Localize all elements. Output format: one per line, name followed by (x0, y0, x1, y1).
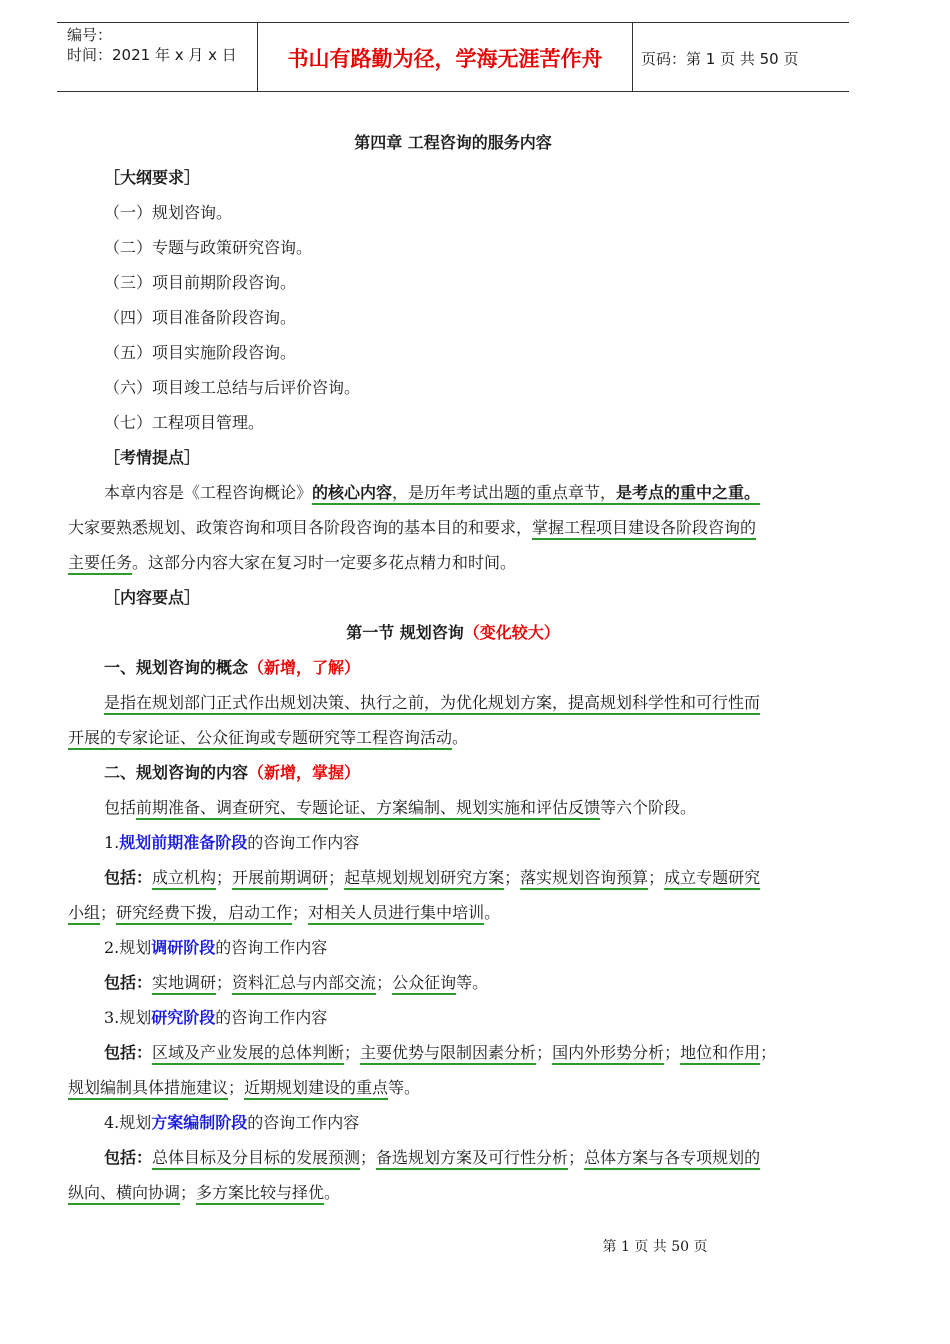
text-run: 等。 (388, 1078, 421, 1097)
stage-item: 总体目标及分目标的发展预测 (152, 1148, 361, 1167)
stage-item: 纵向、横向协调 (68, 1183, 181, 1202)
document-number-label: 编号： (67, 26, 113, 44)
stage-item: 成立专题研究 (664, 868, 761, 887)
stage-items-line: 纵向、横向协调；多方案比较与择优。 (68, 1183, 341, 1202)
stage-item: 国内外形势分析 (552, 1043, 665, 1062)
stage-item: 开展前期调研 (232, 868, 329, 887)
section-title-text: 第一节 规划咨询 (346, 623, 464, 642)
stage-item: 多方案比较与择优 (196, 1183, 325, 1202)
stage-heading (68, 1105, 838, 1140)
exam-paragraph-line (68, 545, 838, 580)
heading-note: （新增，了解） (248, 658, 361, 677)
outline-item: （二）专题与政策研究咨询。 (104, 238, 313, 257)
text-run: 。 (324, 1183, 341, 1202)
text-run: 的咨询工作内容 (215, 1008, 328, 1027)
stage-item: 起草规划规划研究方案 (344, 868, 505, 887)
emphasis-text: 的核心内容 (312, 483, 393, 502)
subsection-heading (68, 755, 838, 790)
outline-item: （四）项目准备阶段咨询。 (104, 308, 297, 327)
header-page-info: 页码：第 1 页 共 50 页 (641, 50, 799, 68)
page-footer: 第 1 页 共 50 页 (602, 1239, 708, 1255)
underlined-text: 主要任务 (68, 553, 133, 572)
stage-item: 小组 (68, 903, 101, 922)
stage-item: 地位和作用 (680, 1043, 761, 1062)
content-heading: ［内容要点］ (104, 588, 201, 607)
stage-items-line: 规划编制具体措施建议；近期规划建设的重点等。 (68, 1078, 421, 1097)
stage-heading (68, 825, 838, 860)
text-run: 。 (484, 903, 501, 922)
header-meta (67, 25, 237, 65)
text-run: 。这部分内容大家在复习时一定要多花点精力和时间。 (132, 553, 517, 572)
stage-name: 方案编制阶段 (151, 1113, 248, 1132)
stage-item: 近期规划建设的重点 (244, 1078, 389, 1097)
emphasis-text: 是考点的重中之重。 (616, 483, 761, 502)
includes-label: 包括： (104, 973, 153, 992)
exam-heading: ［考情提点］ (104, 448, 201, 467)
stage-item: 公众征询 (392, 973, 457, 992)
underlined-text: 前期准备、调查研究、专题论证、方案编制、规划实施和评估反馈 (136, 798, 601, 817)
stage-number: 4.规划 (104, 1113, 152, 1132)
text-run: 的咨询工作内容 (247, 1113, 360, 1132)
section-title (68, 615, 838, 650)
heading-note: （新增，掌握） (248, 763, 361, 782)
outline-item: （七）工程项目管理。 (104, 413, 265, 432)
stage-number: 2.规划 (104, 938, 152, 957)
stage-number: 3.规划 (104, 1008, 152, 1027)
stage-items-line: 包括：成立机构；开展前期调研；起草规划规划研究方案；落实规划咨询预算；成立专题研究 (104, 868, 761, 887)
heading-text: 二、规划咨询的内容 (104, 763, 249, 782)
section-title-note: （变化较大） (463, 623, 560, 642)
stage-item: 对相关人员进行集中培训 (308, 903, 485, 922)
stage-name: 调研阶段 (151, 938, 216, 957)
stage-items-line: 包括：区域及产业发展的总体判断；主要优势与限制因素分析；国内外形势分析；地位和作用； (104, 1043, 777, 1062)
text-run: 的咨询工作内容 (247, 833, 360, 852)
outline-item: （一）规划咨询。 (104, 203, 233, 222)
text-run: 等。 (456, 973, 489, 992)
stage-name: 研究阶段 (151, 1008, 216, 1027)
stage-heading (68, 930, 838, 965)
stage-item: 备选规划方案及可行性分析 (376, 1148, 569, 1167)
document-date: 时间：2021 年 x 月 x 日 (67, 46, 237, 64)
stage-items-line: 包括：总体目标及分目标的发展预测；备选规划方案及可行性分析；总体方案与各专项规划的 (104, 1148, 761, 1167)
includes-label: 包括： (104, 1043, 153, 1062)
stage-item: 研究经费下拨，启动工作 (116, 903, 293, 922)
underlined-text: ，是历年考试出题的重点章节， (392, 483, 617, 502)
stage-item: 实地调研 (152, 973, 217, 992)
stage-item: 落实规划咨询预算 (520, 868, 649, 887)
text-run: 。 (452, 728, 469, 747)
stage-item: 主要优势与限制因素分析 (360, 1043, 537, 1062)
subsection-heading (68, 650, 838, 685)
exam-paragraph-line (68, 475, 838, 510)
stage-item: 资料汇总与内部交流 (232, 973, 377, 992)
concept-line (68, 720, 838, 755)
outline-item: （五）项目实施阶段咨询。 (104, 343, 297, 362)
stage-item: 总体方案与各专项规划的 (584, 1148, 761, 1167)
document-body (68, 125, 838, 1210)
includes-label: 包括： (104, 1148, 153, 1167)
page-header (57, 22, 849, 92)
concept-line (68, 685, 838, 720)
text-run: 包括 (104, 798, 137, 817)
stage-items-line: 小组；研究经费下拨，启动工作；对相关人员进行集中培训。 (68, 903, 501, 922)
underlined-text: 是指在规划部门正式作出规划决策、执行之前，为优化规划方案，提高规划科学性和可行性而 (104, 693, 761, 712)
header-motto: 书山有路勤为径，学海无涯苦作舟 (287, 47, 603, 71)
stage-name: 规划前期准备阶段 (119, 833, 248, 852)
heading-text: 一、规划咨询的概念 (104, 658, 249, 677)
stage-heading (68, 1000, 838, 1035)
underlined-text: 掌握工程项目建设各阶段咨询的 (532, 518, 757, 537)
text-run: 本章内容是《工程咨询概论》 (104, 483, 313, 502)
content-line (68, 790, 838, 825)
text-run: 大家要熟悉规划、政策咨询和项目各阶段咨询的基本目的和要求， (68, 518, 533, 537)
stage-item: 规划编制具体措施建议 (68, 1078, 229, 1097)
outline-item: （六）项目竣工总结与后评价咨询。 (104, 378, 361, 397)
exam-paragraph-line (68, 510, 838, 545)
includes-label: 包括： (104, 868, 153, 887)
outline-heading: ［大纲要求］ (104, 168, 201, 187)
text-run: 等六个阶段。 (600, 798, 697, 817)
stage-item: 成立机构 (152, 868, 217, 887)
stage-item: 区域及产业发展的总体判断 (152, 1043, 345, 1062)
underlined-text: 开展的专家论证、公众征询或专题研究等工程咨询活动 (68, 728, 453, 747)
outline-item: （三）项目前期阶段咨询。 (104, 273, 297, 292)
text-run: 的咨询工作内容 (215, 938, 328, 957)
chapter-title: 第四章 工程咨询的服务内容 (354, 133, 552, 152)
header-divider (632, 23, 633, 91)
stage-items-line: 包括：实地调研；资料汇总与内部交流；公众征询等。 (104, 973, 489, 992)
stage-number: 1. (104, 833, 120, 852)
